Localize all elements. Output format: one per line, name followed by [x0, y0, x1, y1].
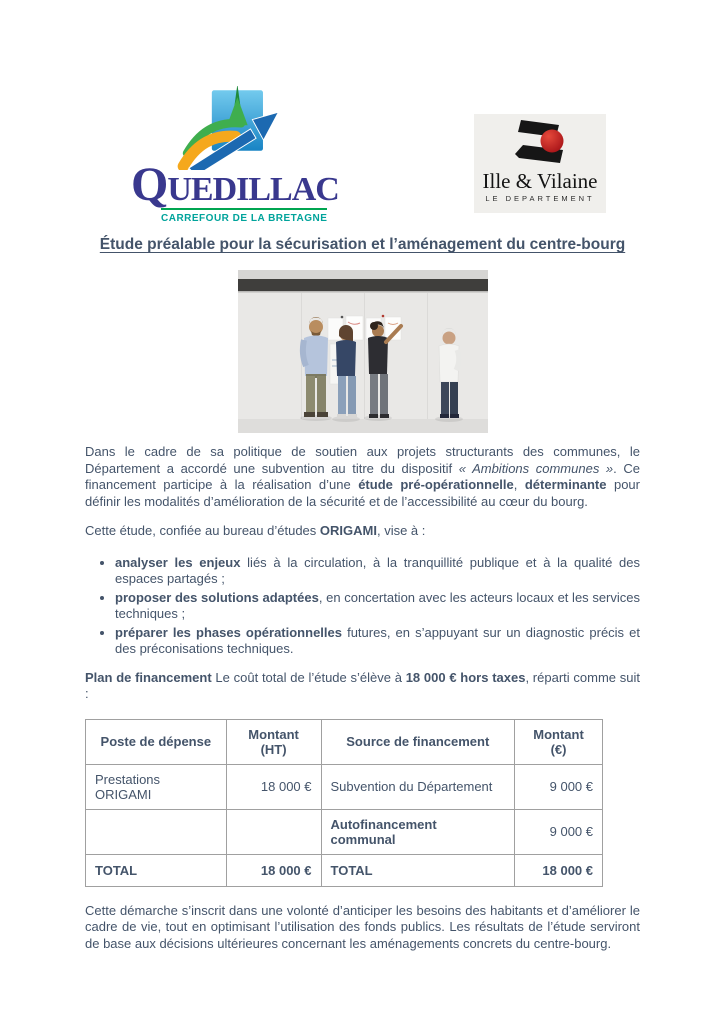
list-item: • préparer les phases opérationnelles futures, en s’appuyant sur un diagnostic précis et des préconisations techniques.: [115, 625, 640, 658]
ille-et-vilaine-subtitle: LE DEPARTEMENT: [485, 194, 595, 203]
quedillac-emblem-icon: [159, 86, 299, 170]
table-cell: 18 000 €: [515, 854, 603, 886]
ille-et-vilaine-name: Ille & Vilaine: [482, 169, 598, 193]
quedillac-wordmark: QUEDILLAC: [131, 158, 339, 211]
table-row: [86, 764, 603, 809]
table-cell: TOTAL: [321, 854, 515, 886]
financing-table: [85, 719, 603, 887]
header-logos: [85, 86, 640, 224]
table-cell: 9 000 €: [515, 764, 603, 809]
team-photo: [238, 270, 488, 433]
table-cell: TOTAL: [86, 854, 227, 886]
table-row-total: [86, 854, 603, 886]
study-goals-list: [85, 555, 640, 658]
quedillac-logo: [131, 86, 339, 224]
col-header-montant-ht: Montant (HT): [226, 719, 321, 764]
page-title: Étude préalable pour la sécurisation et l’aménagement du centre-bourg: [99, 236, 626, 253]
study-intro-paragraph: Cette étude, confiée au bureau d’études ORIGAMI, vise à :: [85, 523, 426, 538]
table-cell: Subvention du Département: [321, 764, 515, 809]
table-cell: 18 000 €: [226, 764, 321, 809]
table-cell: Autofinancement communal: [321, 809, 515, 854]
list-item: • analyser les enjeux liés à la circulation, à la tranquillité publique et à la qualité des espaces partagés ;: [115, 555, 640, 588]
list-item: • proposer des solutions adaptées, en concertation avec les acteurs locaux et les services techniques ;: [115, 590, 640, 623]
table-cell: Prestations ORIGAMI: [86, 764, 227, 809]
table-cell: 18 000 €: [226, 854, 321, 886]
closing-paragraph: Cette démarche s’inscrit dans une volonté d’anticiper les besoins des habitants et d’améliorer le cadre de vie, tout en optimisant l’utilisation des fonds publics. Les résultats de l’étude serviront de base aux décisions ultérieures concernant les aménagements concrets du centre-bourg.: [85, 902, 640, 951]
quedillac-tagline: CARREFOUR DE LA BRETAGNE: [161, 213, 328, 224]
table-cell: 9 000 €: [515, 809, 603, 854]
ille-et-vilaine-logo: [474, 114, 606, 213]
ille-et-vilaine-mark-icon: [507, 118, 573, 170]
quedillac-rule: [161, 208, 327, 210]
financing-paragraph: Plan de financement Le coût total de l’étude s’élève à 18 000 € hors taxes, réparti comme suit :: [85, 669, 640, 701]
table-row: [86, 809, 603, 854]
col-header-montant-eur: Montant (€): [515, 719, 603, 764]
col-header-source: Source de financement: [321, 719, 515, 764]
table-cell: [226, 809, 321, 854]
table-header-row: [86, 719, 603, 764]
col-header-poste: Poste de dépense: [86, 719, 227, 764]
intro-paragraph: Dans le cadre de sa politique de soutien aux projets structurants des communes, le Département a accordé une subvention au titre du dispositif « Ambitions communes ». Ce financement participe à la réalisation d’une étude pré-opérationnelle, déterminante pour définir les modalités d’amélioration de la sécurité et de l’accessibilité au cœur du bourg.: [85, 444, 640, 509]
table-cell: [86, 809, 227, 854]
